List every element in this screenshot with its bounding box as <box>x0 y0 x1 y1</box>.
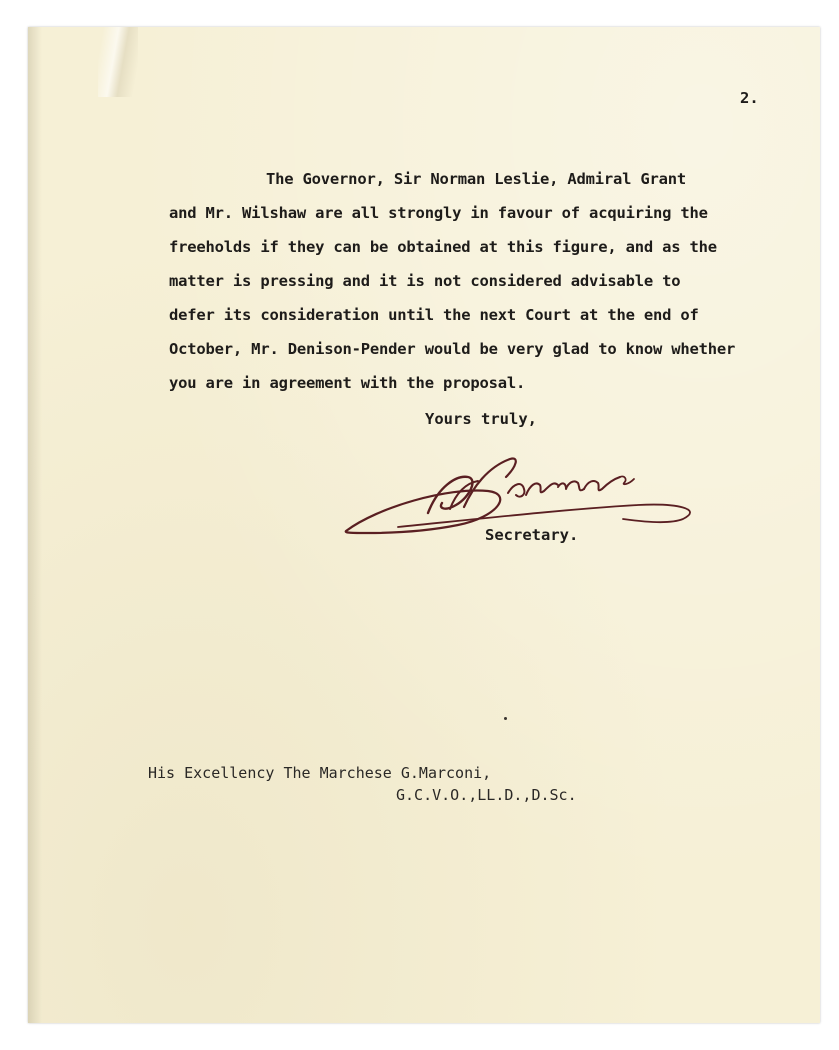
body-line: freeholds if they can be obtained at this figure, and as the <box>169 238 717 256</box>
signer-title: Secretary. <box>485 526 579 544</box>
page-number: 2. <box>740 89 759 107</box>
addressee-credentials: G.C.V.O.,LL.D.,D.Sc. <box>396 786 577 804</box>
closing-salutation: Yours truly, <box>425 410 537 428</box>
body-line: defer its consideration until the next Court at the end of <box>169 306 699 324</box>
letter-page <box>28 27 820 1023</box>
body-line: October, Mr. Denison-Pender would be very glad to know whether <box>169 340 736 358</box>
body-line: The Governor, Sir Norman Leslie, Admiral Grant <box>266 170 687 188</box>
addressee-line: His Excellency The Marchese G.Marconi, <box>148 764 492 782</box>
paper-crease <box>98 27 138 97</box>
body-line: matter is pressing and it is not considered advisable to <box>169 272 681 290</box>
paper-speck <box>504 717 507 720</box>
paper-edge-shadow <box>28 27 42 1023</box>
body-line: and Mr. Wilshaw are all strongly in favour of acquiring the <box>169 204 708 222</box>
body-line: you are in agreement with the proposal. <box>169 374 526 392</box>
